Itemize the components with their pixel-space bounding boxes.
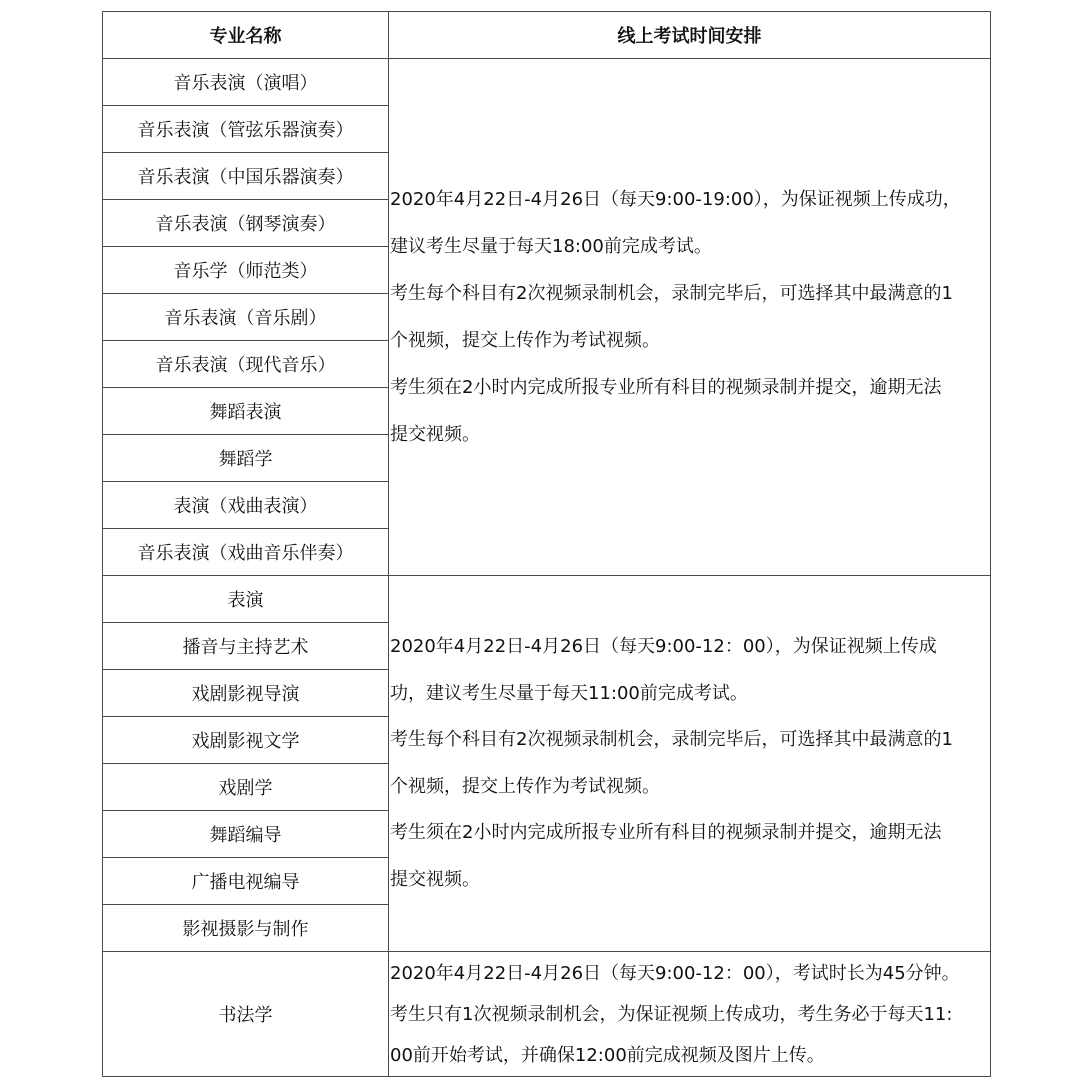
schedule-line: 考生只有1次视频录制机会，为保证视频上传成功，考生务必于每天11: — [390, 1003, 953, 1025]
schedule-line: 个视频，提交上传作为考试视频。 — [390, 330, 660, 351]
schedule-line: 个视频，提交上传作为考试视频。 — [390, 775, 660, 797]
schedule-cell — [389, 576, 991, 952]
table-row — [103, 59, 991, 106]
schedule-cell — [389, 59, 991, 576]
major-name-cell: 音乐表演（音乐剧） — [103, 294, 389, 341]
schedule-text — [389, 176, 990, 458]
major-name-cell: 音乐表演（戏曲音乐伴奏） — [103, 529, 389, 576]
schedule-line: 2020年4月22日-4月26日（每天9:00-12：00），考试时长为45分钟。 — [390, 962, 960, 984]
schedule-cell — [389, 952, 991, 1077]
schedule-line: 考生每个科目有2次视频录制机会，录制完毕后，可选择其中最满意的1 — [390, 283, 953, 304]
major-name-cell: 表演（戏曲表演） — [103, 482, 389, 529]
major-name-cell: 音乐表演（现代音乐） — [103, 341, 389, 388]
schedule-line: 考生每个科目有2次视频录制机会，录制完毕后，可选择其中最满意的1 — [390, 729, 953, 750]
exam-schedule-table — [102, 11, 991, 1077]
major-name-cell: 表演 — [103, 576, 389, 623]
major-name-cell: 广播电视编导 — [103, 858, 389, 905]
header-row — [103, 12, 991, 59]
major-name-cell: 舞蹈编导 — [103, 811, 389, 858]
major-name-cell: 戏剧影视导演 — [103, 670, 389, 717]
major-name-cell: 舞蹈表演 — [103, 388, 389, 435]
header-major-name: 专业名称 — [103, 12, 389, 59]
major-name-cell: 舞蹈学 — [103, 435, 389, 482]
schedule-line: 提交视频。 — [390, 868, 480, 890]
major-name-cell: 影视摄影与制作 — [103, 905, 389, 952]
major-name-cell: 音乐表演（管弦乐器演奏） — [103, 106, 389, 153]
schedule-line: 考生须在2小时内完成所报专业所有科目的视频录制并提交，逾期无法 — [390, 377, 942, 398]
schedule-line: 建议考生尽量于每天18:00前完成考试。 — [390, 236, 712, 257]
major-name-cell: 音乐学（师范类） — [103, 247, 389, 294]
major-name-cell: 书法学 — [103, 952, 389, 1077]
major-name-cell: 戏剧学 — [103, 764, 389, 811]
header-schedule: 线上考试时间安排 — [389, 12, 991, 59]
schedule-text — [389, 624, 990, 903]
schedule-line: 提交视频。 — [390, 424, 480, 445]
table-row — [103, 952, 991, 1077]
table-row — [103, 576, 991, 623]
schedule-line: 2020年4月22日-4月26日（每天9:00-19:00），为保证视频上传成功， — [390, 189, 961, 210]
schedule-line: 2020年4月22日-4月26日（每天9:00-12：00），为保证视频上传成 — [390, 636, 937, 657]
major-name-cell: 戏剧影视文学 — [103, 717, 389, 764]
major-name-cell: 音乐表演（中国乐器演奏） — [103, 153, 389, 200]
major-name-cell: 音乐表演（钢琴演奏） — [103, 200, 389, 247]
schedule-line: 功，建议考生尽量于每天11:00前完成考试。 — [390, 682, 748, 704]
schedule-line: 00前开始考试，并确保12:00前完成视频及图片上传。 — [390, 1044, 825, 1066]
schedule-line: 考生须在2小时内完成所报专业所有科目的视频录制并提交，逾期无法 — [390, 822, 942, 843]
major-name-cell: 音乐表演（演唱） — [103, 59, 389, 106]
major-name-cell: 播音与主持艺术 — [103, 623, 389, 670]
schedule-text — [389, 953, 990, 1076]
